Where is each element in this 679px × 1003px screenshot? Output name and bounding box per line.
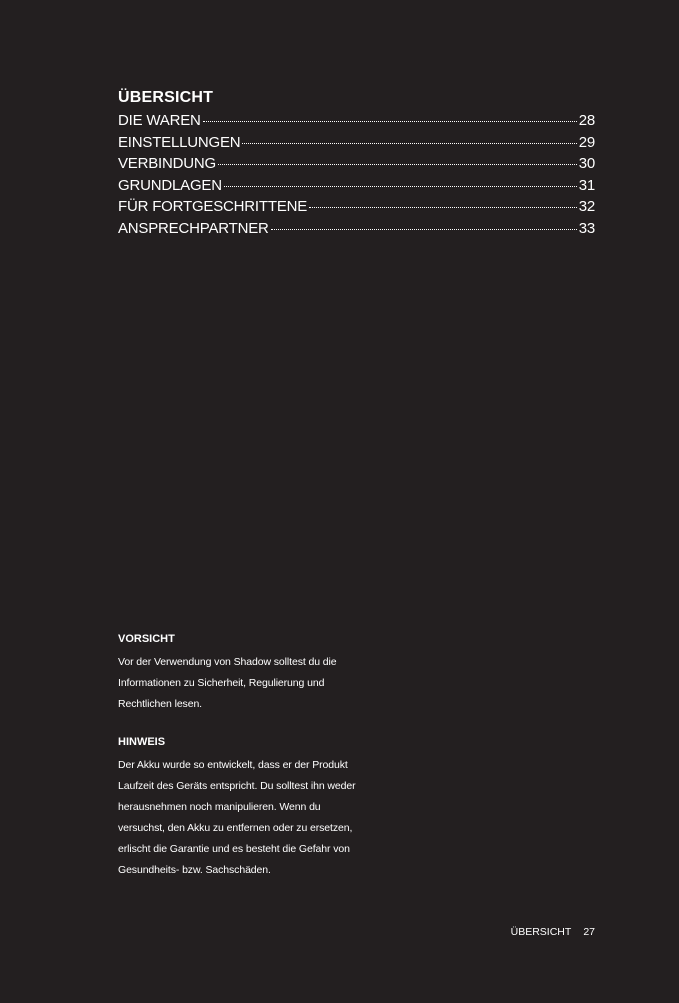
toc-entry-page: 28 <box>578 112 595 129</box>
toc-entry-page: 32 <box>578 198 595 215</box>
toc-entry-verbindung[interactable] <box>118 153 595 175</box>
footer-section-title: ÜBERSICHT <box>510 926 572 938</box>
caution-heading: VORSICHT <box>118 633 175 645</box>
page-footer <box>511 925 595 939</box>
dot-leader <box>224 186 577 187</box>
toc-entry-label: EINSTELLUNGEN <box>118 133 241 151</box>
dot-leader <box>218 164 577 165</box>
toc-entry-grundlagen[interactable] <box>118 175 595 197</box>
toc-entry-label: DIE WAREN <box>118 112 201 129</box>
dot-leader <box>271 229 577 230</box>
toc-entry-page: 29 <box>578 133 595 151</box>
caution-text: Vor der Verwendung von Shadow solltest du die Informationen zu Sicherheit, Regulierung und Rechtlichen lesen. <box>118 656 337 710</box>
toc-entry-label: VERBINDUNG <box>118 155 217 172</box>
toc-entry-page: 30 <box>578 155 595 172</box>
toc-entry-label: GRUNDLAGEN <box>118 176 222 194</box>
toc-title: ÜBERSICHT <box>118 89 214 106</box>
toc-entry-einstellungen[interactable] <box>118 132 595 154</box>
notes-section <box>118 632 358 881</box>
toc-entry-page: 31 <box>578 176 595 194</box>
spacer <box>118 715 358 735</box>
page-number: 27 <box>583 926 595 938</box>
note-heading: HINWEIS <box>118 736 166 748</box>
toc-entry-die-waren[interactable] <box>118 110 595 132</box>
toc-entry-fuer-fortgeschrittene[interactable] <box>118 196 595 218</box>
table-of-contents <box>118 88 595 239</box>
dot-leader <box>203 121 577 122</box>
toc-entry-ansprechpartner[interactable] <box>118 218 595 240</box>
toc-entry-page: 33 <box>578 219 595 237</box>
toc-entry-label: FÜR FORTGESCHRITTENE <box>118 198 308 215</box>
dot-leader <box>309 207 577 208</box>
dot-leader <box>242 143 576 144</box>
note-text: Der Akku wurde so entwickelt, dass er der Produkt Laufzeit des Geräts entspricht. Du solltest ihn weder herausnehmen noch manipulieren. Wenn du versuchst, den Akku zu entfernen oder zu ersetzen, erlischt die Garantie und es besteht die Gefahr von Gesundheits- bzw. Sachschäden. <box>118 759 356 876</box>
toc-entry-label: ANSPRECHPARTNER <box>118 219 269 237</box>
